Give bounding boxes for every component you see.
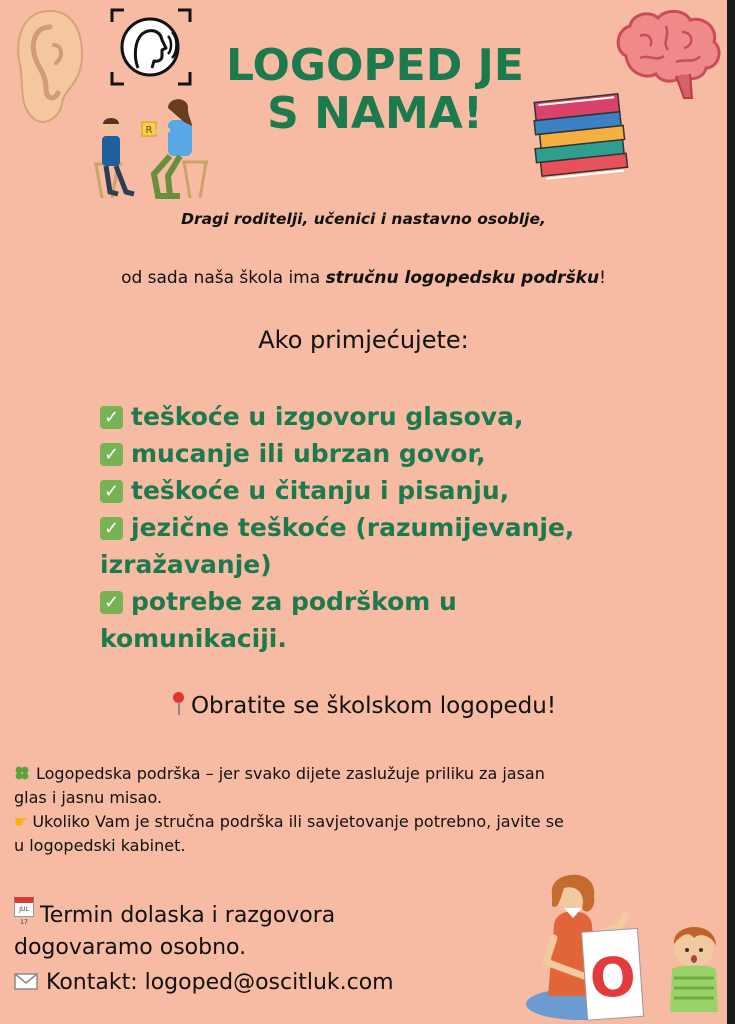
page-title	[215, 42, 535, 138]
check-mark-icon: ✓	[100, 517, 123, 540]
title-line-1: LOGOPED JE	[226, 40, 524, 91]
list-item: ✓ mucanje ili ubrzan govor,	[100, 435, 600, 472]
teacher-child-illustration	[524, 866, 724, 1024]
check-mark-icon: ✓	[100, 406, 123, 429]
check-mark-icon: ✓	[100, 443, 123, 466]
greeting-text: Dragi roditelji, učenici i nastavno osoblje,	[181, 210, 546, 228]
letter-card-small: R	[145, 125, 153, 136]
info-paragraph	[14, 762, 574, 858]
list-item: ✓ teškoće u čitanju i pisanju,	[100, 472, 600, 509]
calendar-icon: JUL 17	[14, 897, 34, 917]
speaking-head-icon	[108, 6, 194, 88]
support-text-bold: stručnu logopedsku podršku	[325, 268, 600, 288]
four-leaf-clover-icon	[14, 765, 30, 781]
letter-card-large: O	[587, 944, 638, 1011]
book-stack-illustration	[528, 88, 632, 184]
envelope-icon	[14, 973, 38, 990]
check-mark-icon: ✓	[100, 480, 123, 503]
contact-logoped-line: Obratite se školskom logopedu!	[0, 692, 727, 719]
list-item: ✓ teškoće u izgovoru glasova,	[100, 398, 600, 435]
pointing-hand-icon: ☛	[14, 812, 29, 831]
list-item: ✓ jezične teškoće (razumijevanje, izražavanje)	[100, 513, 575, 579]
check-mark-icon: ✓	[100, 591, 123, 614]
support-text-pre: od sada naša škola ima	[121, 268, 326, 288]
appointment-text: JUL 17 Termin dolaska i razgovora dogovaramo osobno.	[14, 897, 434, 964]
info-line-1: Logopedska podrška – jer svako dijete zaslužuje priliku za jasan glas i jasnu misao.	[14, 764, 545, 807]
info-line-2: ☛ Ukoliko Vam je stručna podrška ili savjetovanje potrebno, javite se u logopedski kabinet.	[14, 812, 564, 855]
notice-heading: Ako primjećujete:	[258, 326, 469, 354]
contact-email: Kontakt: logoped@oscitluk.com	[14, 970, 394, 995]
round-pushpin-icon	[171, 692, 185, 716]
title-line-2: S NAMA!	[267, 88, 483, 139]
support-text	[0, 268, 727, 288]
therapy-session-illustration	[88, 96, 213, 202]
support-text-post: !	[599, 268, 606, 288]
list-item: ✓ potrebe za podrškom u komunikaciji.	[100, 587, 457, 653]
symptom-list	[100, 398, 600, 657]
ear-illustration	[10, 5, 90, 125]
